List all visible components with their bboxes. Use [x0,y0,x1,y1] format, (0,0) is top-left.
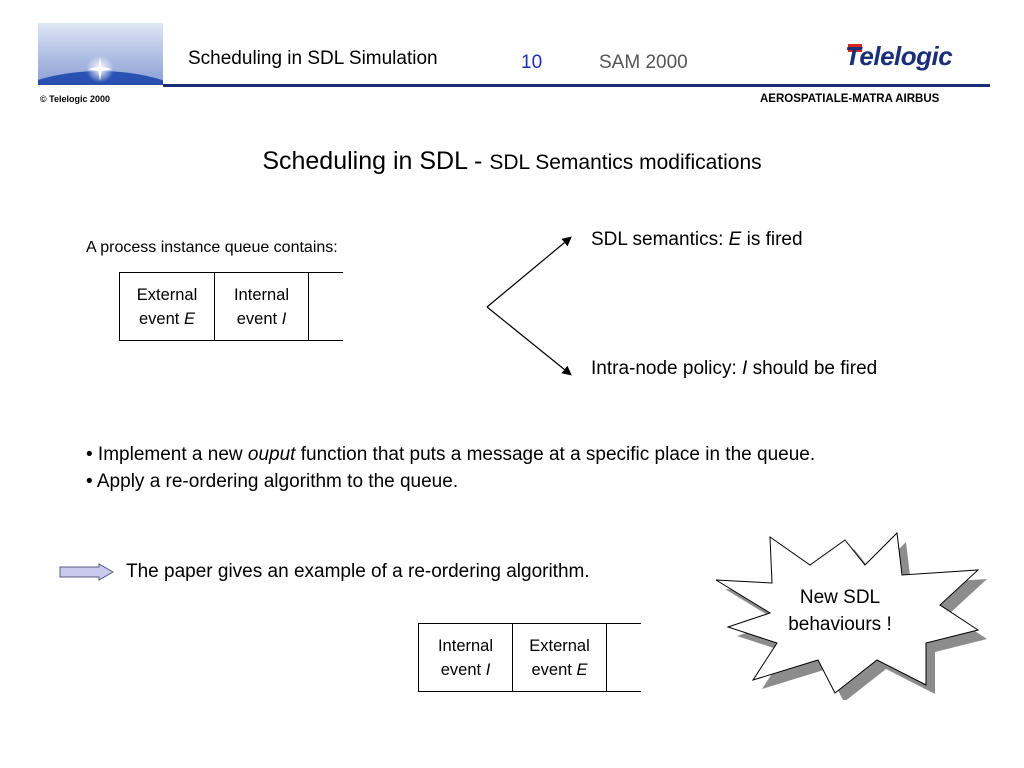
outcome-label: SDL semantics: [591,229,724,250]
bullet-text: • Implement a new [86,444,243,465]
outcome-sdl-semantics [591,229,803,251]
header-divider [163,84,990,87]
event-symbol: E [728,229,742,250]
queue-cell-internal [419,624,513,691]
earth-horizon-icon [38,23,163,85]
queue-cell-internal [215,273,309,340]
slide-number: 10 [521,52,543,73]
arrow-down-line [487,307,570,374]
outcome-label: Intra-node policy: [591,358,737,379]
cell-line: External [136,285,198,304]
copyright-text: © Telelogic 2000 [40,94,110,104]
event-name: SAM 2000 [599,52,688,73]
event-symbol: I [281,309,287,328]
callout-line: New SDL [799,587,881,608]
outcome-text: should be fired [752,358,878,379]
queue-cell-empty [607,624,641,691]
cell-line [237,307,287,331]
cell-line [532,658,588,682]
slide-title-sub: SDL Semantics modifications [489,151,762,174]
cell-line: External [529,636,590,655]
cell-word: event [139,309,180,328]
cell-line [139,307,195,331]
bullet-item: • Apply a re-ordering algorithm to the queue. [86,471,459,492]
queue-caption: A process instance queue contains: [86,239,338,256]
event-symbol: E [576,660,588,679]
brand-logo: Telelogic [845,41,953,71]
cell-word: event [440,660,482,679]
arrow-up-line [487,238,570,307]
cell-word: event [236,309,278,328]
queue-cell-external [120,273,215,340]
queue-cell-external [513,624,607,691]
outcome-text: is fired [746,229,803,250]
queue-reordered [418,623,641,692]
callout-text [760,584,920,638]
partner-name: AEROSPATIALE-MATRA AIRBUS [760,93,940,105]
event-symbol: E [183,309,195,328]
event-symbol: I [485,660,491,679]
queue-initial [119,272,343,341]
bullet-emphasis: ouput [247,444,296,465]
queue-cell-empty [309,273,343,340]
cell-line: Internal [437,636,494,655]
event-symbol: I [742,358,748,379]
header-logo-image [38,23,163,85]
cell-line [441,658,491,682]
outcome-intra-node [591,358,877,380]
slide-title-main: Scheduling in SDL - [262,147,483,175]
bullet-item [86,444,815,466]
cell-word: event [531,660,572,679]
slide-title [0,147,1024,176]
bullet-text: function that puts a message at a specific place in the queue. [300,444,816,465]
conclusion-text: The paper gives an example of a re-ordering algorithm. [126,561,590,582]
branch-arrows [480,230,580,380]
cell-line: Internal [233,285,290,304]
callout-line: behaviours ! [788,614,892,635]
header-title: Scheduling in SDL Simulation [188,48,438,69]
right-arrow-icon [59,563,115,581]
